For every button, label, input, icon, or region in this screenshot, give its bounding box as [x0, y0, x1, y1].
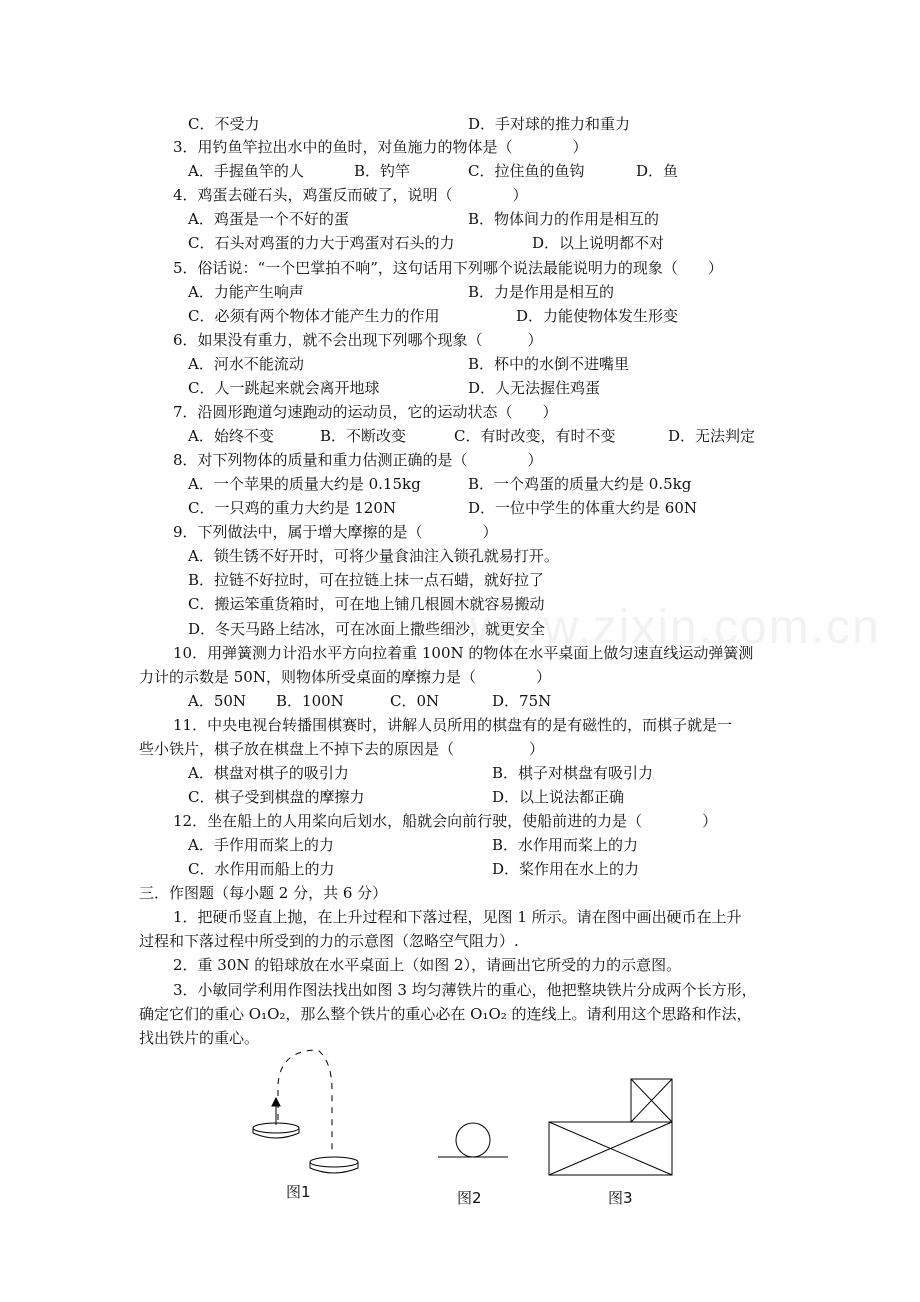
watermark: www.zixin.com.cn [470, 601, 881, 654]
q12-option-c: C．水作用而船上的力 [188, 860, 335, 878]
coin-trajectory-dashed [278, 1050, 332, 1150]
q11-option-a: A．棋盘对棋子的吸引力 [188, 764, 349, 782]
q10-option-d: D．75N [492, 692, 552, 710]
drawing-q3-line3: 找出铁片的重心。 [139, 1029, 260, 1047]
q5-option-a: A．力能产生响声 [188, 283, 304, 301]
q9-option-c: C．搬运笨重货箱时，可在地上铺几根圆木就容易搬动 [188, 595, 545, 613]
q7-option-b: B．不断改变 [320, 427, 407, 445]
q8-option-b: B．一个鸡蛋的质量大约是 0.5kg [468, 475, 692, 493]
lead-ball [456, 1123, 490, 1157]
q5-option-b: B．力是作用是相互的 [468, 283, 615, 301]
question-11-line2: 些小铁片，棋子放在棋盘上不掉下去的原因是（ ） [139, 740, 545, 758]
question-10-line2: 力计的示数是 50N，则物体所受桌面的摩擦力是（ ） [139, 668, 551, 686]
figure-1 [253, 1050, 358, 1173]
coin-lower-top [310, 1157, 358, 1167]
q4-option-c: C．石头对鸡蛋的力大于鸡蛋对石头的力 [188, 234, 455, 252]
question-9: 9．下列做法中，属于增大摩擦的是（ ） [173, 523, 498, 541]
q6-option-b: B．杯中的水倒不进嘴里 [468, 355, 630, 373]
q8-option-a: A．一个苹果的质量大约是 0.15kg [188, 475, 421, 493]
figure-3-caption: 图3 [608, 1189, 633, 1207]
question-10-line1: 10．用弹簧测力计沿水平方向拉着重 100N 的物体在水平桌面上做匀速直线运动弹簧测 [173, 644, 754, 662]
drawing-q3-line2: 确定它们的重心 O₁O₂，那么整个铁片的重心必在 O₁O₂ 的连线上。请利用这个思路和作法， [139, 1005, 752, 1023]
q7-option-d: D．无法判定 [668, 427, 756, 445]
q8-option-d: D．一位中学生的体重大约是 60N [468, 499, 698, 517]
q10-option-c: C．0N [390, 692, 440, 710]
q3-option-b: B．钓竿 [354, 162, 411, 180]
question-3: 3．用钓鱼竿拉出水中的鱼时，对鱼施力的物体是（ ） [173, 138, 588, 156]
up-arrow-head [272, 1098, 280, 1106]
q9-option-a: A．锁生锈不好开时，可将少量食油注入锁孔就易打开。 [188, 547, 559, 565]
drawing-q1-line2: 过程和下落过程中所受到的力的示意图（忽略空气阻力）. [139, 932, 519, 950]
q12-option-b: B．水作用而桨上的力 [492, 836, 639, 854]
q9-option-b: B．拉链不好拉时，可在拉链上抹一点石蜡，就好拉了 [188, 571, 545, 589]
q4-option-a: A．鸡蛋是一个不好的蛋 [188, 210, 349, 228]
q10-option-b: B．100N [276, 692, 344, 710]
drawing-q2: 2．重 30N 的铅球放在水平桌面上（如图 2），请画出它所受的力的示意图。 [173, 956, 682, 974]
figure-3 [549, 1079, 672, 1175]
question-8: 8．对下列物体的质量和重力估测正确的是（ ） [173, 451, 543, 469]
q3-option-c: C．拉住鱼的鱼钩 [468, 162, 585, 180]
q9-option-d: D．冬天马路上结冰，可在冰面上撒些细沙，就更安全 [188, 620, 546, 638]
figure-2 [438, 1123, 508, 1157]
q2-option-c: C．不受力 [188, 115, 260, 133]
figure-1-caption: 图1 [286, 1183, 311, 1201]
question-6: 6．如果没有重力，就不会出现下列哪个现象（ ） [173, 331, 543, 349]
question-4: 4．鸡蛋去碰石头，鸡蛋反而破了，说明（ ） [173, 186, 528, 204]
q6-option-a: A．河水不能流动 [188, 355, 304, 373]
question-12: 12．坐在船上的人用桨向后划水，船就会向前行驶，使船前进的力是（ ） [173, 812, 718, 830]
q2-option-d: D．手对球的推力和重力 [468, 115, 631, 133]
q3-option-d: D．鱼 [636, 162, 679, 180]
q6-option-c: C．人一跳起来就会离开地球 [188, 379, 380, 397]
question-5: 5．俗话说：“一个巴掌拍不响”，这句话用下列哪个说法最能说明力的现象（ ） [173, 259, 723, 277]
q7-option-a: A．始终不变 [188, 427, 274, 445]
q10-option-a: A．50N [188, 692, 247, 710]
q11-option-d: D．以上说法都正确 [492, 788, 625, 806]
q11-option-b: B．棋子对棋盘有吸引力 [492, 764, 654, 782]
q11-option-c: C．棋子受到棋盘的摩擦力 [188, 788, 365, 806]
q6-option-d: D．人无法握住鸡蛋 [468, 379, 601, 397]
drawing-q1-line1: 1．把硬币竖直上抛，在上升过程和下落过程，见图 1 所示。请在图中画出硬币在上升 [173, 908, 742, 926]
q5-option-c: C．必须有两个物体才能产生力的作用 [188, 307, 440, 325]
q12-option-a: A．手作用而桨上的力 [188, 836, 334, 854]
section-3-heading: 三．作图题（每小题 2 分，共 6 分） [139, 884, 388, 902]
q12-option-d: D．桨作用在水上的力 [492, 860, 640, 878]
figure-2-caption: 图2 [457, 1189, 482, 1207]
question-7: 7．沿圆形跑道匀速跑动的运动员，它的运动状态（ ） [173, 403, 558, 421]
drawing-q3-line1: 3．小敏同学利用作图法找出如图 3 均匀薄铁片的重心，他把整块铁片分成两个长方形， [173, 981, 757, 999]
q4-option-d: D．以上说明都不对 [532, 234, 665, 252]
q5-option-d: D．力能使物体发生形变 [516, 307, 679, 325]
q8-option-c: C．一只鸡的重力大约是 120N [188, 499, 397, 517]
question-11-line1: 11．中央电视台转播围棋赛时，讲解人员所用的棋盘有的是有磁性的，而棋子就是一 [173, 716, 733, 734]
q7-option-c: C．有时改变，有时不变 [454, 427, 616, 445]
q4-option-b: B．物体间力的作用是相互的 [468, 210, 660, 228]
q3-option-a: A．手握鱼竿的人 [188, 162, 304, 180]
